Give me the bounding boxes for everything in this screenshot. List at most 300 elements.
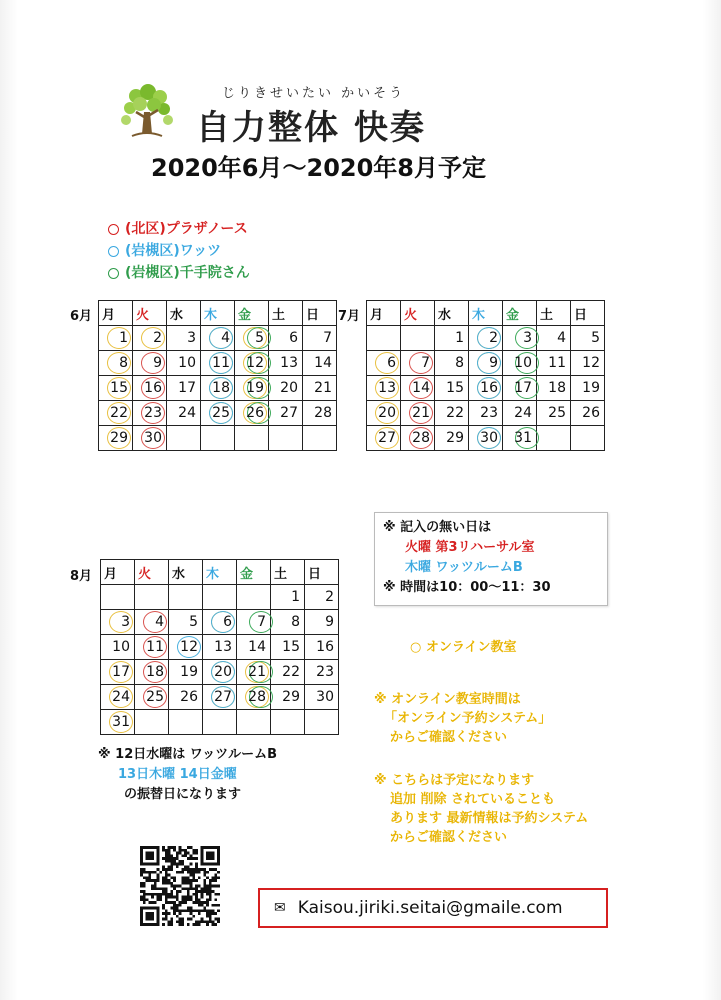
legend-circle-icon — [108, 268, 119, 279]
info-line-2: 火曜 第3リハーサル室 — [405, 540, 535, 555]
calendar-day-number: 12 — [246, 355, 264, 371]
calendar-day-cell — [503, 401, 537, 426]
calendar-day-number: 27 — [378, 430, 396, 446]
calendar-day-cell — [203, 710, 237, 735]
legend-item — [108, 262, 250, 284]
calendar-day-number: 1 — [455, 330, 464, 346]
weekday-header — [135, 560, 169, 585]
calendar-day-cell — [401, 401, 435, 426]
calendar-day-cell — [571, 326, 605, 351]
calendar-day-number: 1 — [291, 589, 300, 605]
calendar-day-number: 2 — [489, 330, 498, 346]
calendar-week-row — [367, 351, 605, 376]
calendar-day-cell — [167, 351, 201, 376]
weekday-header — [367, 301, 401, 326]
weekday-label: 火 — [138, 566, 152, 582]
calendar-week-row — [99, 351, 337, 376]
envelope-icon: ✉ — [274, 900, 286, 916]
calendar-day-number: 21 — [412, 405, 430, 421]
calendar-day-cell — [537, 426, 571, 451]
venue-legend — [108, 218, 250, 284]
calendar-day-number: 16 — [316, 639, 334, 655]
calendar-week-row — [99, 401, 337, 426]
calendar-day-cell — [537, 376, 571, 401]
calendar-day-cell — [305, 635, 339, 660]
calendar-day-number: 9 — [153, 355, 162, 371]
calendar-day-cell — [135, 610, 169, 635]
schedule-note-line-3: あります 最新情報は予約システム — [390, 811, 589, 826]
calendar-day-number: 28 — [314, 405, 332, 421]
calendar-day-number: 10 — [178, 355, 196, 371]
calendar-day-cell — [237, 660, 271, 685]
weekday-header — [99, 301, 133, 326]
calendar-day-cell — [401, 326, 435, 351]
calendar-day-cell — [269, 426, 303, 451]
calendar-day-number: 23 — [144, 405, 162, 421]
calendar-day-cell — [133, 326, 167, 351]
calendar-day-cell — [367, 376, 401, 401]
calendar-day-number: 3 — [187, 330, 196, 346]
calendar-day-number: 23 — [480, 405, 498, 421]
calendar-day-number: 29 — [282, 689, 300, 705]
calendar-day-cell — [503, 351, 537, 376]
legend-label: (北区)プラザノース — [125, 221, 248, 237]
calendar-day-cell — [201, 326, 235, 351]
weekday-header — [305, 560, 339, 585]
calendar-day-number: 28 — [248, 689, 266, 705]
calendar-day-cell — [167, 401, 201, 426]
weekday-label: 日 — [574, 307, 588, 323]
calendar-day-cell — [305, 585, 339, 610]
schedule-period: 2020年6月～2020年8月予定 — [151, 154, 486, 182]
calendar-day-number: 17 — [178, 380, 196, 396]
calendar-day-cell — [305, 685, 339, 710]
weekday-label: 日 — [308, 566, 322, 582]
calendar-day-cell — [469, 351, 503, 376]
calendar-day-cell — [537, 351, 571, 376]
calendar-day-cell — [133, 351, 167, 376]
weekday-header — [537, 301, 571, 326]
calendar-day-number: 22 — [110, 405, 128, 421]
weekday-header — [401, 301, 435, 326]
weekday-label: 土 — [274, 566, 288, 582]
legend-label: (岩槻区)千手院さん — [125, 265, 250, 281]
calendar-day-number: 4 — [155, 614, 164, 630]
info-line-1: ※ 記入の無い日は — [383, 520, 492, 535]
calendar-day-cell — [435, 401, 469, 426]
info-line-3: 木曜 ワッツルームB — [405, 560, 523, 575]
calendar-day-cell — [305, 710, 339, 735]
calendar-day-cell — [503, 426, 537, 451]
calendar-day-number: 13 — [378, 380, 396, 396]
calendar-day-cell — [537, 401, 571, 426]
calendar-day-number: 21 — [314, 380, 332, 396]
calendar-day-cell — [503, 326, 537, 351]
calendar-day-number: 3 — [523, 330, 532, 346]
weekday-header — [237, 560, 271, 585]
calendar-day-number: 6 — [387, 355, 396, 371]
calendar-day-cell — [303, 401, 337, 426]
calendar-day-cell — [367, 351, 401, 376]
calendar-day-number: 25 — [146, 689, 164, 705]
legend-item — [108, 240, 250, 262]
calendar-day-number: 9 — [325, 614, 334, 630]
calendar-day-cell — [169, 635, 203, 660]
schedule-note-line-2: 追加 削除 されていることも — [390, 792, 556, 807]
calendar-day-cell — [133, 401, 167, 426]
calendar-day-cell — [167, 376, 201, 401]
calendar-day-cell — [367, 426, 401, 451]
calendar-day-number: 8 — [119, 355, 128, 371]
calendar-day-cell — [305, 660, 339, 685]
calendar-week-row — [101, 610, 339, 635]
calendar-day-cell — [469, 326, 503, 351]
calendar-day-number: 24 — [112, 689, 130, 705]
calendar-day-cell — [237, 585, 271, 610]
calendar-day-cell — [135, 710, 169, 735]
weekday-header — [435, 301, 469, 326]
calendar-day-cell — [303, 376, 337, 401]
weekday-header — [167, 301, 201, 326]
calendar-day-number: 21 — [248, 664, 266, 680]
weekday-label: 月 — [104, 566, 118, 582]
calendar-day-number: 16 — [480, 380, 498, 396]
calendar-day-cell — [99, 376, 133, 401]
calendar-day-cell — [235, 376, 269, 401]
substitute-note-line-3: の振替日になります — [124, 787, 242, 802]
calendar-day-cell — [571, 351, 605, 376]
calendar-day-cell — [235, 326, 269, 351]
calendar-day-number: 8 — [455, 355, 464, 371]
calendar-day-cell — [203, 610, 237, 635]
calendar-day-number: 5 — [255, 330, 264, 346]
calendar-day-number: 28 — [412, 430, 430, 446]
calendar-day-number: 26 — [246, 405, 264, 421]
calendar-day-cell — [237, 635, 271, 660]
calendar-day-cell — [201, 401, 235, 426]
calendar-week-row — [101, 710, 339, 735]
calendar-week-row — [99, 426, 337, 451]
tree-logo-icon — [118, 82, 176, 140]
calendar-day-cell — [101, 660, 135, 685]
calendar-day-number: 17 — [514, 380, 532, 396]
calendar-day-cell — [135, 585, 169, 610]
calendar-week-row — [367, 376, 605, 401]
calendar-day-number: 30 — [480, 430, 498, 446]
calendar-day-cell — [469, 426, 503, 451]
calendar-day-number: 26 — [582, 405, 600, 421]
calendar-day-number: 3 — [121, 614, 130, 630]
weekday-header — [503, 301, 537, 326]
calendar-july — [366, 300, 605, 451]
calendar-day-number: 15 — [446, 380, 464, 396]
calendar-day-cell — [101, 610, 135, 635]
calendar-day-cell — [99, 426, 133, 451]
email-box[interactable] — [258, 888, 608, 928]
calendar-day-cell — [469, 401, 503, 426]
weekday-label: 月 — [370, 307, 384, 323]
brand-ruby: じりきせいたい かいそう — [222, 86, 406, 101]
weekday-label: 土 — [540, 307, 554, 323]
calendar-day-cell — [269, 326, 303, 351]
calendar-day-number: 2 — [153, 330, 162, 346]
calendar-day-number: 23 — [316, 664, 334, 680]
weekday-label: 月 — [102, 307, 116, 323]
calendar-day-cell — [503, 376, 537, 401]
calendar-day-number: 6 — [289, 330, 298, 346]
calendar-day-number: 7 — [421, 355, 430, 371]
calendar-day-number: 30 — [144, 430, 162, 446]
calendar-day-number: 20 — [378, 405, 396, 421]
weekday-header — [201, 301, 235, 326]
calendar-day-cell — [401, 351, 435, 376]
calendar-day-number: 4 — [557, 330, 566, 346]
month-label-august: 8月 — [70, 569, 93, 584]
weekday-label: 金 — [506, 307, 520, 323]
calendar-week-row — [101, 585, 339, 610]
calendar-day-cell — [237, 710, 271, 735]
calendar-day-cell — [269, 376, 303, 401]
month-label-july: 7月 — [338, 309, 361, 324]
calendar-day-number: 2 — [325, 589, 334, 605]
calendar-day-cell — [201, 351, 235, 376]
calendar-day-number: 7 — [257, 614, 266, 630]
calendar-day-cell — [303, 426, 337, 451]
calendar-day-number: 15 — [110, 380, 128, 396]
calendar-day-number: 1 — [119, 330, 128, 346]
calendar-day-cell — [271, 610, 305, 635]
online-class-legend: ○ オンライン教室 — [410, 640, 517, 655]
calendar-day-number: 11 — [548, 355, 566, 371]
calendar-day-number: 24 — [514, 405, 532, 421]
calendar-june — [98, 300, 337, 451]
online-time-line-1: ※ オンライン教室時間は — [374, 692, 521, 707]
calendar-day-cell — [101, 685, 135, 710]
calendar-day-number: 4 — [221, 330, 230, 346]
schedule-note-line-1: ※ こちらは予定になります — [374, 773, 535, 788]
calendar-day-number: 26 — [180, 689, 198, 705]
calendar-day-cell — [201, 376, 235, 401]
legend-circle-icon — [108, 224, 119, 235]
calendar-day-cell — [169, 660, 203, 685]
calendar-day-cell — [101, 635, 135, 660]
calendar-day-cell — [169, 585, 203, 610]
calendar-august — [100, 559, 339, 735]
calendar-day-cell — [571, 376, 605, 401]
calendar-day-cell — [235, 401, 269, 426]
weekday-label: 水 — [438, 307, 452, 323]
calendar-day-number: 20 — [214, 664, 232, 680]
calendar-day-cell — [401, 426, 435, 451]
month-label-june: 6月 — [70, 309, 93, 324]
calendar-day-cell — [435, 376, 469, 401]
calendar-day-cell — [201, 426, 235, 451]
online-time-line-3: からご確認ください — [390, 730, 508, 745]
weekday-header — [169, 560, 203, 585]
calendar-day-number: 16 — [144, 380, 162, 396]
weekday-label: 木 — [206, 566, 220, 582]
calendar-day-cell — [135, 635, 169, 660]
calendar-day-cell — [271, 685, 305, 710]
calendar-day-cell — [203, 685, 237, 710]
calendar-day-cell — [135, 685, 169, 710]
calendar-day-number: 25 — [548, 405, 566, 421]
info-line-4: ※ 時間は10：00～11：30 — [383, 580, 551, 595]
calendar-day-number: 29 — [446, 430, 464, 446]
calendar-day-number: 14 — [412, 380, 430, 396]
weekday-header — [235, 301, 269, 326]
qr-code-icon[interactable] — [140, 846, 220, 926]
weekday-label: 水 — [170, 307, 184, 323]
calendar-day-number: 9 — [489, 355, 498, 371]
calendar-day-cell — [133, 376, 167, 401]
calendar-day-number: 18 — [548, 380, 566, 396]
weekday-label: 木 — [472, 307, 486, 323]
calendar-day-cell — [271, 710, 305, 735]
calendar-day-cell — [169, 610, 203, 635]
calendar-day-cell — [367, 401, 401, 426]
calendar-day-number: 19 — [582, 380, 600, 396]
substitute-note-line-1: ※ 12日水曜は ワッツルームB — [98, 747, 278, 762]
weekday-header — [101, 560, 135, 585]
calendar-day-number: 13 — [280, 355, 298, 371]
legend-circle-icon — [108, 246, 119, 257]
email-address[interactable]: Kaisou.jiriki.seitai@gmaile.com — [297, 898, 563, 918]
calendar-week-row — [367, 326, 605, 351]
calendar-week-row — [367, 401, 605, 426]
calendar-day-cell — [237, 610, 271, 635]
calendar-week-row — [99, 376, 337, 401]
info-box — [374, 512, 608, 606]
weekday-label: 水 — [172, 566, 186, 582]
calendar-day-cell — [571, 426, 605, 451]
calendar-day-cell — [435, 351, 469, 376]
calendar-day-number: 11 — [146, 639, 164, 655]
calendar-day-number: 14 — [248, 639, 266, 655]
calendar-day-cell — [203, 635, 237, 660]
calendar-day-number: 20 — [280, 380, 298, 396]
calendar-day-number: 6 — [223, 614, 232, 630]
calendar-day-number: 5 — [591, 330, 600, 346]
calendar-day-cell — [101, 585, 135, 610]
calendar-day-cell — [367, 326, 401, 351]
online-time-note — [374, 690, 551, 747]
calendar-day-number: 18 — [212, 380, 230, 396]
weekday-label: 土 — [272, 307, 286, 323]
calendar-day-number: 10 — [514, 355, 532, 371]
substitute-note — [98, 745, 277, 805]
calendar-day-number: 5 — [189, 614, 198, 630]
calendar-day-cell — [271, 660, 305, 685]
calendar-day-number: 24 — [178, 405, 196, 421]
calendar-day-number: 17 — [112, 664, 130, 680]
calendar-day-cell — [99, 326, 133, 351]
calendar-day-number: 7 — [323, 330, 332, 346]
calendar-week-row — [101, 635, 339, 660]
calendar-day-number: 14 — [314, 355, 332, 371]
weekday-header — [269, 301, 303, 326]
calendar-day-cell — [269, 351, 303, 376]
calendar-day-cell — [203, 660, 237, 685]
weekday-label: 日 — [306, 307, 320, 323]
calendar-day-number: 19 — [246, 380, 264, 396]
calendar-day-cell — [133, 426, 167, 451]
weekday-header — [133, 301, 167, 326]
online-time-line-2: 「オンライン予約システム」 — [384, 711, 552, 726]
calendar-day-number: 29 — [110, 430, 128, 446]
calendar-week-row — [99, 326, 337, 351]
calendar-day-number: 10 — [112, 639, 130, 655]
calendar-day-cell — [237, 685, 271, 710]
calendar-day-cell — [169, 685, 203, 710]
calendar-day-number: 8 — [291, 614, 300, 630]
calendar-day-cell — [167, 426, 201, 451]
substitute-note-line-2: 13日木曜 14日金曜 — [118, 767, 237, 782]
calendar-day-number: 12 — [582, 355, 600, 371]
calendar-day-cell — [303, 351, 337, 376]
calendar-day-cell — [305, 610, 339, 635]
brand-title: 自力整体 快奏 — [196, 108, 426, 148]
calendar-week-row — [367, 426, 605, 451]
calendar-day-cell — [235, 426, 269, 451]
calendar-day-cell — [99, 401, 133, 426]
calendar-day-cell — [571, 401, 605, 426]
calendar-day-number: 31 — [514, 430, 532, 446]
calendar-day-number: 19 — [180, 664, 198, 680]
calendar-day-cell — [235, 351, 269, 376]
weekday-label: 金 — [238, 307, 252, 323]
calendar-day-cell — [169, 710, 203, 735]
calendar-day-cell — [271, 585, 305, 610]
calendar-day-number: 30 — [316, 689, 334, 705]
calendar-week-row — [101, 685, 339, 710]
weekday-label: 金 — [240, 566, 254, 582]
schedule-note-line-4: からご確認ください — [390, 830, 508, 845]
weekday-header — [271, 560, 305, 585]
legend-item — [108, 218, 250, 240]
calendar-day-number: 22 — [446, 405, 464, 421]
weekday-label: 火 — [404, 307, 418, 323]
calendar-day-cell — [269, 401, 303, 426]
weekday-label: 木 — [204, 307, 218, 323]
weekday-header — [203, 560, 237, 585]
calendar-day-number: 22 — [282, 664, 300, 680]
legend-label: (岩槻区)ワッツ — [125, 243, 222, 259]
calendar-day-cell — [101, 710, 135, 735]
weekday-header — [469, 301, 503, 326]
calendar-day-number: 25 — [212, 405, 230, 421]
calendar-day-cell — [135, 660, 169, 685]
calendar-day-cell — [271, 635, 305, 660]
calendar-day-number: 18 — [146, 664, 164, 680]
calendar-day-cell — [167, 326, 201, 351]
calendar-day-cell — [401, 376, 435, 401]
calendar-day-number: 27 — [214, 689, 232, 705]
calendar-day-number: 15 — [282, 639, 300, 655]
calendar-day-number: 13 — [214, 639, 232, 655]
calendar-day-number: 11 — [212, 355, 230, 371]
calendar-day-cell — [435, 326, 469, 351]
calendar-day-cell — [435, 426, 469, 451]
calendar-day-cell — [537, 326, 571, 351]
calendar-day-number: 31 — [112, 714, 130, 730]
weekday-header — [571, 301, 605, 326]
calendar-day-cell — [469, 376, 503, 401]
weekday-header — [303, 301, 337, 326]
weekday-label: 火 — [136, 307, 150, 323]
calendar-day-number: 12 — [180, 639, 198, 655]
calendar-day-cell — [99, 351, 133, 376]
